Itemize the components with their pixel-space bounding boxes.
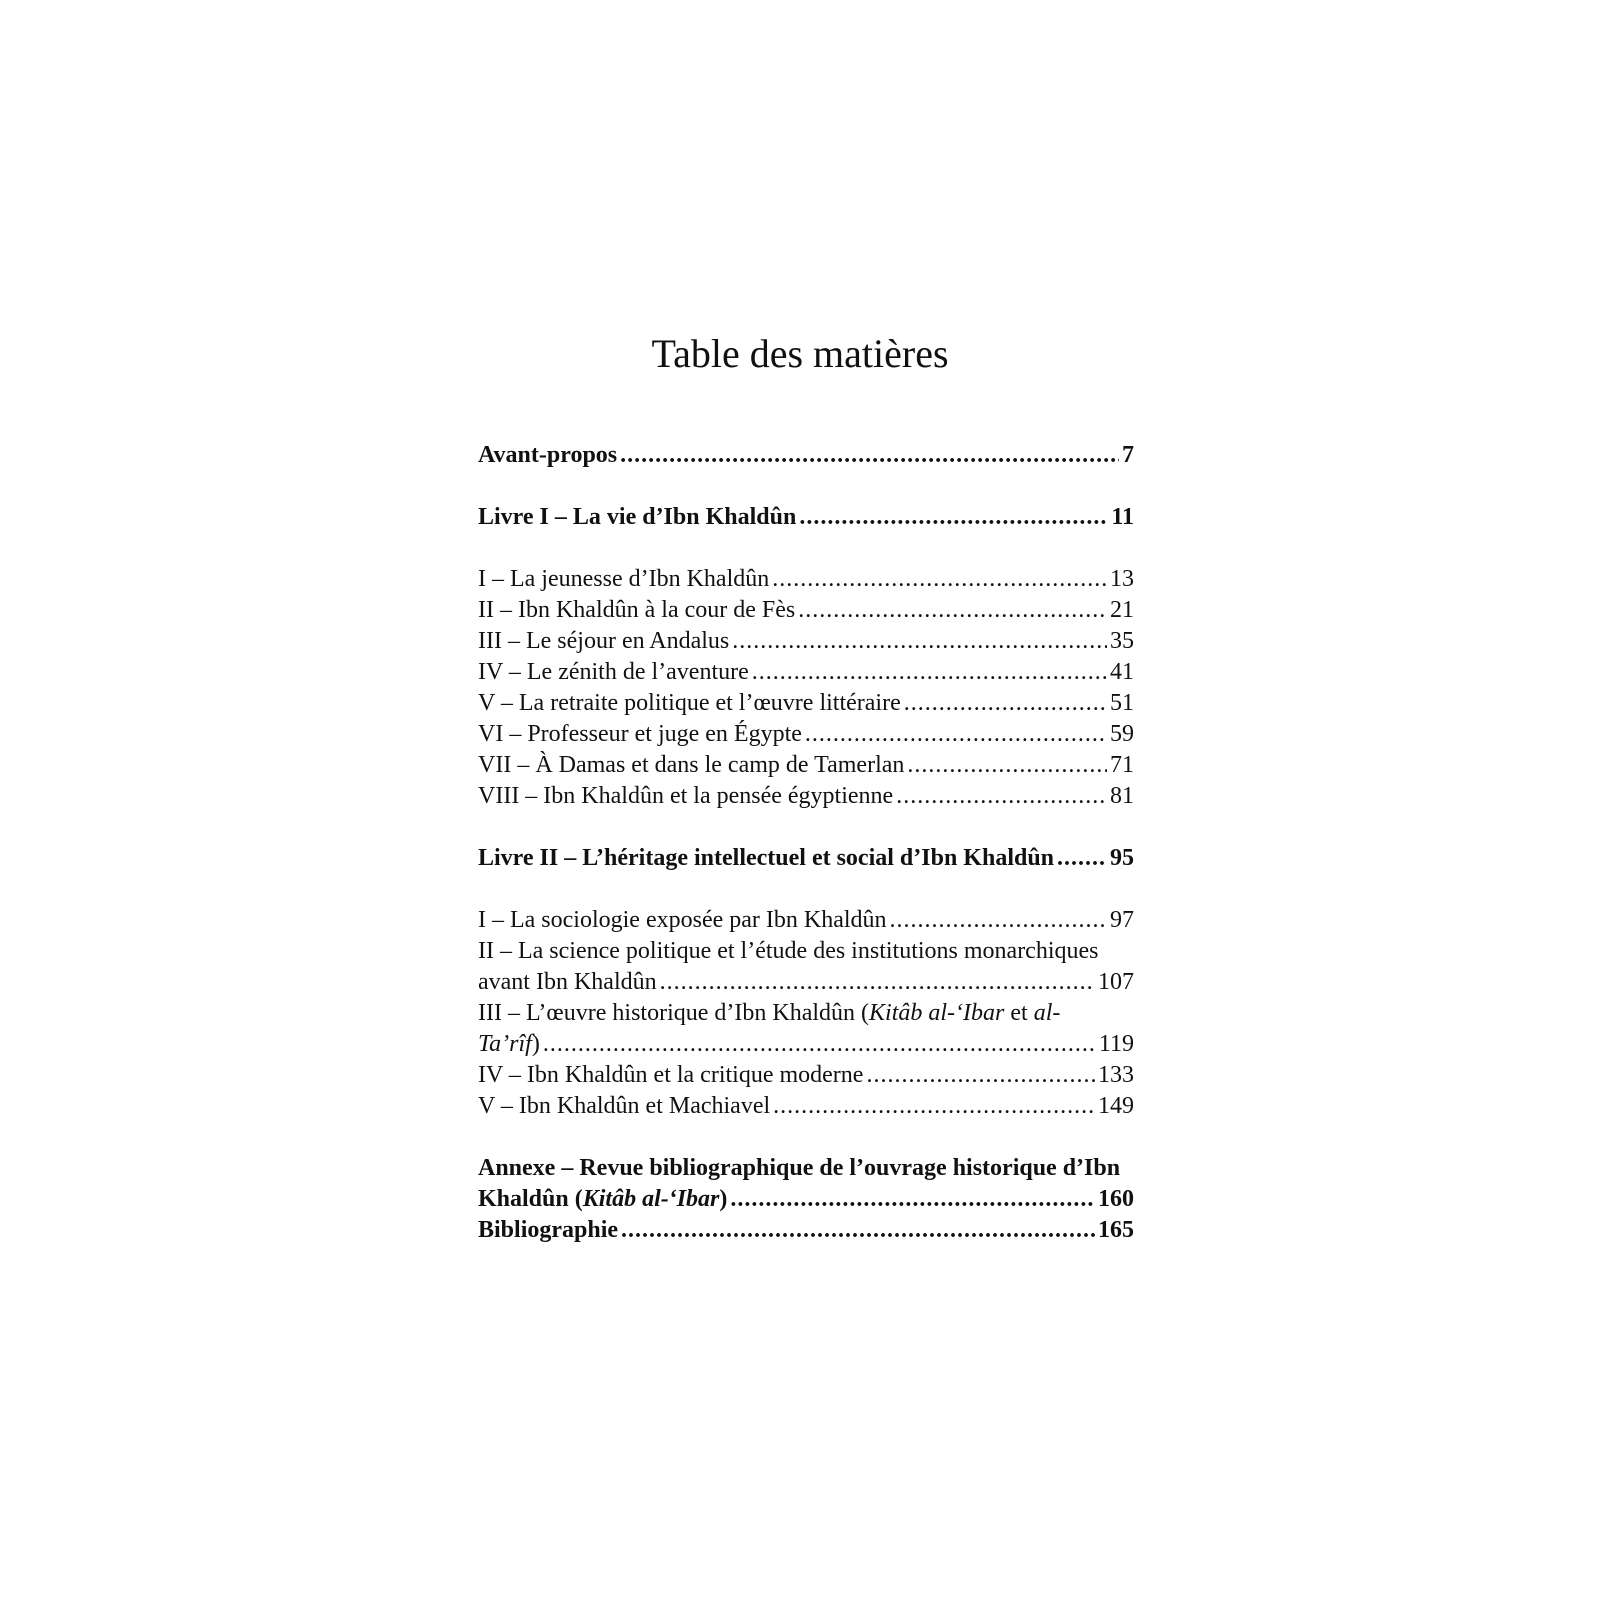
entry-label-line2: Khaldûn (Kitâb al-‘Ibar) [478,1186,728,1212]
toc-entry-l1-ch4[interactable] [478,657,1134,688]
leader-dots [890,905,1107,936]
entry-page: 35 [1110,628,1134,654]
toc-entry-l1-ch8[interactable] [478,781,1134,812]
toc-entry-annexe[interactable] [478,1153,1134,1215]
entry-label: VI – Professeur et juge en Égypte [478,721,802,747]
page-title: Table des matières [651,331,949,376]
leader-dots [772,564,1107,595]
entry-label: III – Le séjour en Andalus [478,628,730,654]
entry-label: VII – À Damas et dans le camp de Tamerlan [478,752,905,778]
leader-dots [798,595,1107,626]
entry-page: 119 [1098,1031,1134,1057]
leader-dots [730,1184,1095,1215]
leader-dots [1057,843,1107,874]
table-of-contents [478,440,1134,1246]
leader-dots [904,688,1107,719]
toc-entry-l1-ch7[interactable] [478,750,1134,781]
entry-page: 71 [1110,752,1134,778]
leader-dots [752,657,1107,688]
entry-page: 59 [1110,721,1134,747]
toc-entry-l2-ch1[interactable] [478,905,1134,936]
entry-label: Livre I – La vie d’Ibn Khaldûn [478,504,797,530]
entry-page: 13 [1110,566,1134,592]
leader-dots [660,967,1095,998]
entry-page: 7 [1122,442,1134,468]
toc-entry-livre-2[interactable] [478,843,1134,874]
entry-label-line2: Ta’rîf) [478,1031,540,1057]
leader-dots [805,719,1107,750]
toc-entry-l2-ch2[interactable] [478,936,1134,998]
toc-entry-l1-ch2[interactable] [478,595,1134,626]
entry-label: IV – Le zénith de l’aventure [478,659,749,685]
leader-dots [907,750,1107,781]
leader-dots [620,440,1119,471]
leader-dots [543,1029,1096,1060]
toc-entry-l1-ch5[interactable] [478,688,1134,719]
toc-entry-l2-ch3[interactable] [478,998,1134,1060]
entry-page: 97 [1110,907,1134,933]
entry-page: 165 [1098,1217,1134,1243]
entry-label: Livre II – L’héritage intellectuel et social d’Ibn Khaldûn [478,845,1055,871]
entry-label-line1: Annexe – Revue bibliographique de l’ouvrage historique d’Ibn [478,1155,1121,1181]
toc-entry-l1-ch1[interactable] [478,564,1134,595]
leader-dots [866,1060,1095,1091]
entry-page: 51 [1110,690,1134,716]
entry-label: V – La retraite politique et l’œuvre littéraire [478,690,901,716]
leader-dots [732,626,1107,657]
entry-label: IV – Ibn Khaldûn et la critique moderne [478,1062,864,1088]
toc-entry-livre-1[interactable] [478,502,1134,533]
entry-page: 149 [1098,1093,1134,1119]
entry-label: Bibliographie [478,1217,619,1243]
leader-dots [799,502,1108,533]
toc-entry-avant-propos[interactable] [478,440,1134,471]
toc-entry-l1-ch6[interactable] [478,719,1134,750]
entry-page: 95 [1110,845,1134,871]
entry-label: Avant-propos [478,442,618,468]
entry-label-line2: avant Ibn Khaldûn [478,969,657,995]
entry-label-line1: II – La science politique et l’étude des institutions monarchiques [478,938,1099,964]
entry-label: VIII – Ibn Khaldûn et la pensée égyptienne [478,783,894,809]
toc-entry-l1-ch3[interactable] [478,626,1134,657]
entry-label: II – Ibn Khaldûn à la cour de Fès [478,597,796,623]
entry-label: I – La jeunesse d’Ibn Khaldûn [478,566,770,592]
entry-label-line1: III – L’œuvre historique d’Ibn Khaldûn (Kitâb al-‘Ibar et al- [478,1000,1061,1026]
entry-page: 160 [1098,1186,1134,1212]
entry-page: 41 [1110,659,1134,685]
entry-page: 21 [1110,597,1134,623]
leader-dots [621,1215,1095,1246]
toc-entry-l2-ch4[interactable] [478,1060,1134,1091]
leader-dots [896,781,1107,812]
toc-entry-l2-ch5[interactable] [478,1091,1134,1122]
entry-page: 81 [1110,783,1134,809]
toc-entry-bibliographie[interactable] [478,1215,1134,1246]
entry-page: 107 [1098,969,1134,995]
entry-page: 133 [1098,1062,1134,1088]
entry-label: I – La sociologie exposée par Ibn Khaldûn [478,907,887,933]
leader-dots [773,1091,1095,1122]
entry-label: V – Ibn Khaldûn et Machiavel [478,1093,771,1119]
entry-page: 11 [1111,504,1134,530]
